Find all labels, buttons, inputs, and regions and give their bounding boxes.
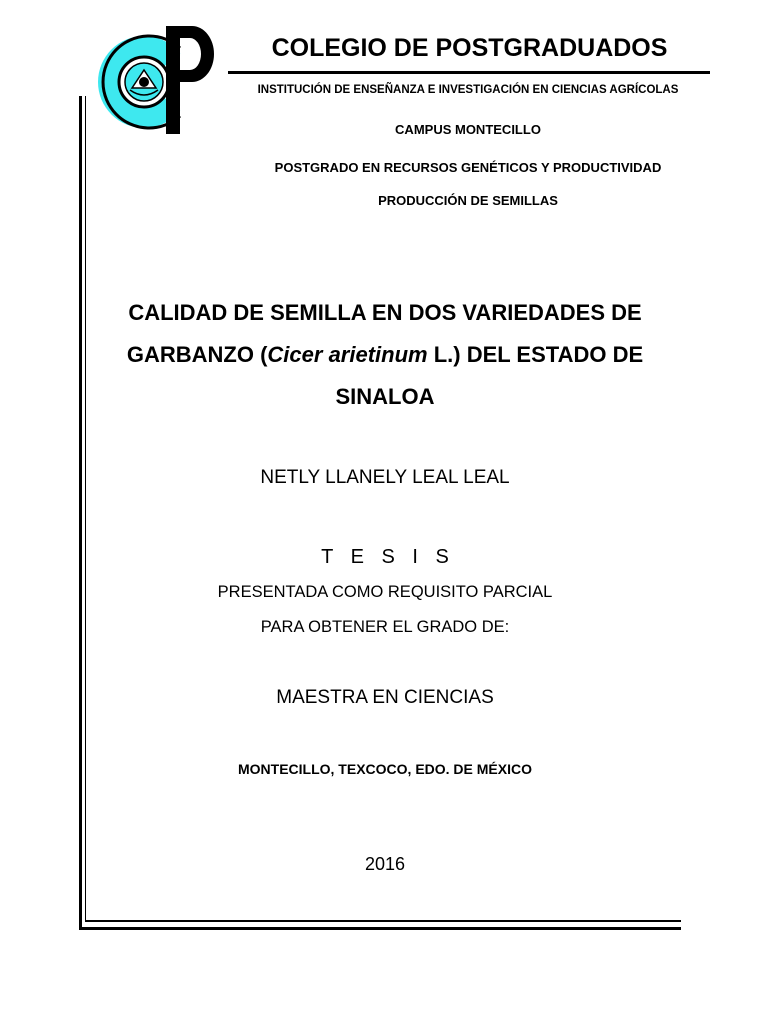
title-line-3: SINALOA (335, 384, 435, 409)
frame-left-inner-rule (85, 96, 86, 922)
place-name: MONTECILLO, TEXCOCO, EDO. DE MÉXICO (237, 761, 532, 777)
title-line-2-suffix: L.) DEL ESTADO DE (427, 342, 644, 367)
author-name: NETLY LLANELY LEAL LEAL (260, 467, 510, 488)
document-type: T E S I S (321, 546, 449, 568)
thesis-title (100, 292, 670, 418)
requirement-line-1: PRESENTADA COMO REQUISITO PARCIAL (217, 583, 553, 601)
degree-name: MAESTRA EN CIENCIAS (276, 687, 494, 708)
institution-subtitle: INSTITUCIÓN DE ENSEÑANZA E INVESTIGACIÓN EN CIENCIAS AGRÍCOLAS (257, 84, 679, 96)
frame-bottom-inner-rule (85, 920, 681, 922)
specialty-name: PRODUCCIÓN DE SEMILLAS (378, 193, 558, 208)
program-name: POSTGRADO EN RECURSOS GENÉTICOS Y PRODUCTIVIDAD (274, 160, 662, 175)
requirement-line-2: PARA OBTENER EL GRADO DE: (260, 618, 510, 636)
title-line-2 (100, 334, 670, 376)
title-line-1: CALIDAD DE SEMILLA EN DOS VARIEDADES DE (128, 300, 642, 325)
institution-logo-icon (88, 18, 218, 136)
header-rule (228, 71, 710, 74)
species-name: Cicer arietinum (267, 342, 428, 367)
institution-name: COLEGIO DE POSTGRADUADOS (271, 34, 668, 62)
campus-name: CAMPUS MONTECILLO (395, 122, 541, 137)
year: 2016 (364, 854, 406, 874)
frame-bottom-outer-rule (79, 927, 681, 930)
frame-left-outer-rule (79, 96, 82, 930)
title-line-2-prefix: GARBANZO ( (126, 342, 268, 367)
